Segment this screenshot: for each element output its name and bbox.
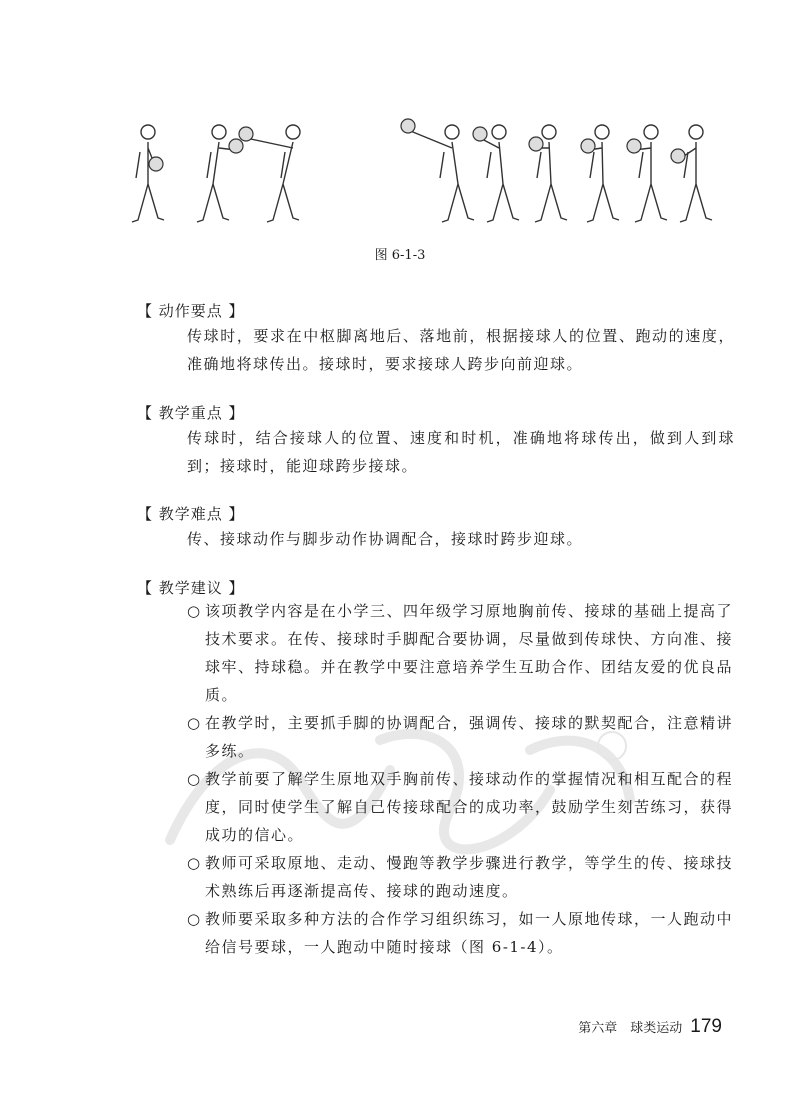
player-figure: [678, 125, 712, 222]
page-footer: [578, 1016, 722, 1038]
basketball-icon: [239, 127, 253, 141]
suggestion-text: 教师要采取多种方法的合作学习组织练习，如一人原地传球，一人跑动中给信号要球，一人跑动中随时接球（图 6-1-4）。: [205, 910, 734, 956]
basketball-icon: [401, 119, 415, 133]
chapter-title: 第六章 球类运动: [578, 1021, 683, 1036]
suggestion-item: [187, 765, 735, 849]
suggestion-text: 该项教学内容是在小学三、四年级学习原地胸前传、接球的基础上提高了技术要求。在传、接球时手脚配合要协调，尽量做到传球快、方向准、接球牢、持球稳。并在教学中要注意培养学生互助合作、团结友爱的优良品质。: [205, 602, 734, 704]
teaching-difficulty-text: 传、接球动作与脚步动作协调配合，接球时跨步迎球。: [187, 530, 584, 548]
basketball-icon: [149, 157, 163, 171]
key-points-text: 传球时，要求在中枢脚离地后、落地前，根据接球人的位置、跑动的速度，准确地将球传出。接球时，要求接球人跨步向前迎球。: [187, 327, 735, 373]
suggestion-item: [187, 597, 735, 709]
player-figure: [132, 125, 164, 222]
bullet-circle: ○: [187, 770, 202, 788]
basketball-icon: [529, 137, 543, 151]
player-figure: [246, 125, 300, 222]
passing-sequence-illustration: [118, 112, 718, 232]
suggestion-item: [187, 709, 735, 765]
player-figure: [480, 125, 519, 222]
suggestion-item: [187, 849, 735, 905]
page-number: 179: [690, 1016, 722, 1037]
heading-teaching-focus: 【 教学重点 】: [137, 404, 245, 422]
basketball-icon: [581, 139, 595, 153]
suggestion-text: 教师可采取原地、走动、慢跑等教学步骤进行教学，等学生的传、接球技术熟练后再逐渐提高传、接球的跑动速度。: [205, 854, 734, 900]
bullet-circle: ○: [187, 910, 202, 928]
figure-passing-sequence: [118, 112, 718, 232]
figure-caption: 图 6-1-3: [374, 248, 426, 263]
bullet-circle: ○: [187, 714, 202, 732]
bullet-circle: ○: [187, 854, 202, 872]
basketball-icon: [627, 139, 641, 153]
heading-key-points: 【 动作要点 】: [137, 302, 245, 320]
suggestions-list: [187, 597, 735, 961]
basketball-icon: [473, 127, 487, 141]
suggestion-text: 教学前要了解学生原地双手胸前传、接球动作的掌握情况和相互配合的程度，同时使学生了解自己传接球配合的成功率，鼓励学生刻苦练习，获得成功的信心。: [205, 770, 734, 844]
player-figure: [197, 125, 236, 222]
suggestion-text: 在教学时，主要抓手脚的协调配合，强调传、接球的默契配合，注意精讲多练。: [205, 714, 734, 760]
basketball-icon: [229, 139, 243, 153]
bullet-circle: ○: [187, 602, 202, 620]
heading-teaching-difficulty: 【 教学难点 】: [137, 505, 245, 523]
teaching-focus-text: 传球时，结合接球人的位置、速度和时机，准确地将球传出，做到人到球到；接球时，能迎球跨步接球。: [187, 429, 735, 475]
suggestion-item: [187, 905, 735, 961]
player-figure: [634, 125, 667, 222]
player-figure: [408, 125, 474, 222]
heading-suggestions: 【 教学建议 】: [137, 579, 245, 597]
basketball-icon: [671, 149, 685, 163]
